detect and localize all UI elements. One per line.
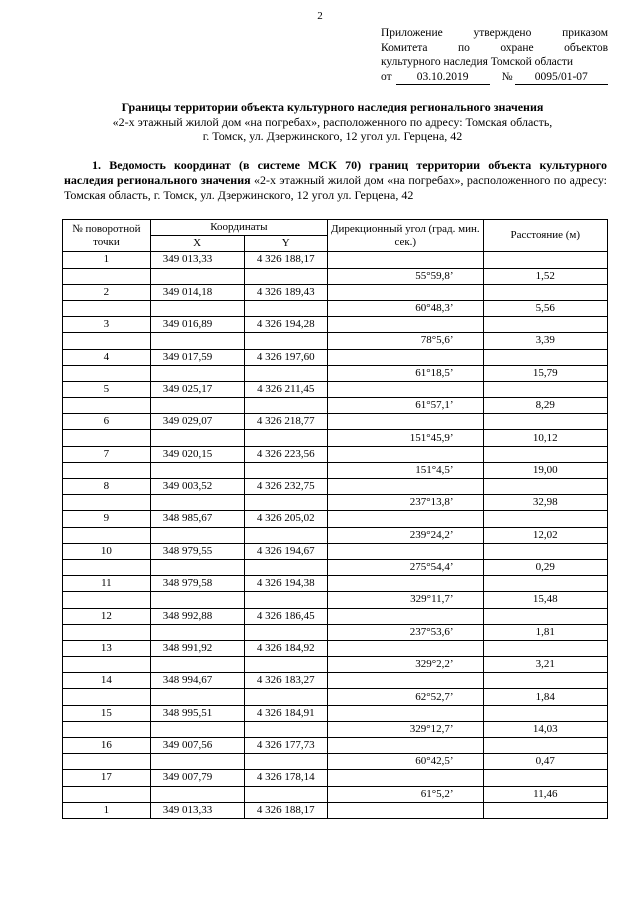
empty-cell <box>244 430 327 446</box>
segment-angle: 329°12,7’ <box>327 721 483 737</box>
point-row <box>63 479 608 495</box>
empty-cell <box>483 381 607 397</box>
point-number: 17 <box>63 770 151 786</box>
point-y: 4 326 223,56 <box>244 446 327 462</box>
segment-angle: 55°59,8’ <box>327 268 483 284</box>
empty-cell <box>150 527 244 543</box>
segment-distance: 8,29 <box>483 398 607 414</box>
point-row <box>63 802 608 818</box>
point-x: 348 992,88 <box>150 608 244 624</box>
point-row <box>63 543 608 559</box>
empty-cell <box>150 398 244 414</box>
empty-cell <box>483 479 607 495</box>
empty-cell <box>63 333 151 349</box>
segment-row <box>63 430 608 446</box>
section-number: 1. <box>92 158 101 172</box>
empty-cell <box>483 511 607 527</box>
empty-cell <box>327 802 483 818</box>
point-x: 349 007,56 <box>150 738 244 754</box>
empty-cell <box>150 268 244 284</box>
empty-cell <box>244 365 327 381</box>
segment-row <box>63 268 608 284</box>
header-angle: Дирекционный угол (град. мин. сек.) <box>327 220 483 252</box>
empty-cell <box>327 738 483 754</box>
segment-distance: 15,79 <box>483 365 607 381</box>
segment-angle: 237°13,8’ <box>327 495 483 511</box>
empty-cell <box>327 640 483 656</box>
from-label: от <box>381 70 392 83</box>
empty-cell <box>483 414 607 430</box>
segment-row <box>63 721 608 737</box>
header-point: № поворотной точки <box>63 220 151 252</box>
approval-line-3: культурного наследия Томской области <box>381 56 574 68</box>
point-x: 348 995,51 <box>150 705 244 721</box>
empty-cell <box>63 657 151 673</box>
segment-angle: 329°2,2’ <box>327 657 483 673</box>
segment-angle: 329°11,7’ <box>327 592 483 608</box>
point-y: 4 326 186,45 <box>244 608 327 624</box>
point-row <box>63 770 608 786</box>
point-x: 348 994,67 <box>150 673 244 689</box>
segment-distance: 10,12 <box>483 430 607 446</box>
point-x: 348 985,67 <box>150 511 244 527</box>
document-title <box>60 100 605 144</box>
empty-cell <box>244 657 327 673</box>
segment-distance: 1,52 <box>483 268 607 284</box>
number-label: № <box>501 70 513 83</box>
empty-cell <box>327 317 483 333</box>
segment-row <box>63 365 608 381</box>
empty-cell <box>327 414 483 430</box>
point-x: 349 003,52 <box>150 479 244 495</box>
segment-row <box>63 657 608 673</box>
empty-cell <box>244 592 327 608</box>
point-y: 4 326 232,75 <box>244 479 327 495</box>
point-number: 5 <box>63 381 151 397</box>
empty-cell <box>244 786 327 802</box>
empty-cell <box>150 689 244 705</box>
point-row <box>63 738 608 754</box>
empty-cell <box>327 252 483 268</box>
point-y: 4 326 205,02 <box>244 511 327 527</box>
section-plain-text: «2-х этажный жилой дом «на погребах», расположенного по адресу: Томская область, г. Томск, ул. Дзержинского, 12 угол ул. Герцена, 42 <box>64 173 608 202</box>
point-x: 348 979,55 <box>150 543 244 559</box>
point-number: 16 <box>63 738 151 754</box>
empty-cell <box>244 527 327 543</box>
section-bold-text: Ведомость координат (в системе МСК 70) границ территории объекта культурного наследия регионального значения <box>64 158 607 187</box>
empty-cell <box>327 349 483 365</box>
segment-row <box>63 624 608 640</box>
segment-row <box>63 333 608 349</box>
empty-cell <box>483 802 607 818</box>
empty-cell <box>150 559 244 575</box>
empty-cell <box>244 333 327 349</box>
segment-angle: 151°4,5’ <box>327 462 483 478</box>
empty-cell <box>150 300 244 316</box>
empty-cell <box>150 333 244 349</box>
empty-cell <box>483 284 607 300</box>
empty-cell <box>150 657 244 673</box>
empty-cell <box>244 559 327 575</box>
empty-cell <box>63 592 151 608</box>
approval-date-line <box>381 70 608 85</box>
point-x: 349 013,33 <box>150 802 244 818</box>
empty-cell <box>327 543 483 559</box>
title-line-1: Границы территории объекта культурного наследия регионального значения <box>121 100 544 114</box>
point-y: 4 326 218,77 <box>244 414 327 430</box>
point-number: 4 <box>63 349 151 365</box>
point-number: 8 <box>63 479 151 495</box>
point-number: 11 <box>63 576 151 592</box>
segment-distance: 3,21 <box>483 657 607 673</box>
empty-cell <box>150 624 244 640</box>
point-number: 12 <box>63 608 151 624</box>
point-y: 4 326 189,43 <box>244 284 327 300</box>
empty-cell <box>483 673 607 689</box>
point-number: 2 <box>63 284 151 300</box>
point-x: 349 014,18 <box>150 284 244 300</box>
empty-cell <box>244 689 327 705</box>
segment-distance: 19,00 <box>483 462 607 478</box>
empty-cell <box>483 349 607 365</box>
point-y: 4 326 197,60 <box>244 349 327 365</box>
empty-cell <box>244 624 327 640</box>
empty-cell <box>327 770 483 786</box>
point-row <box>63 284 608 300</box>
segment-angle: 60°42,5’ <box>327 754 483 770</box>
empty-cell <box>244 495 327 511</box>
point-x: 349 025,17 <box>150 381 244 397</box>
empty-cell <box>63 527 151 543</box>
segment-angle: 61°18,5’ <box>327 365 483 381</box>
header-distance: Расстояние (м) <box>483 220 607 252</box>
segment-row <box>63 786 608 802</box>
segment-row <box>63 559 608 575</box>
empty-cell <box>150 754 244 770</box>
empty-cell <box>63 559 151 575</box>
segment-angle: 62°52,7’ <box>327 689 483 705</box>
point-x: 348 991,92 <box>150 640 244 656</box>
empty-cell <box>327 705 483 721</box>
segment-angle: 61°57,1’ <box>327 398 483 414</box>
approval-line-2: Комитета по охране объектов <box>381 41 608 54</box>
point-row <box>63 349 608 365</box>
segment-angle: 151°45,9’ <box>327 430 483 446</box>
point-row <box>63 511 608 527</box>
empty-cell <box>63 754 151 770</box>
empty-cell <box>327 381 483 397</box>
empty-cell <box>150 495 244 511</box>
empty-cell <box>327 446 483 462</box>
point-number: 3 <box>63 317 151 333</box>
point-y: 4 326 184,92 <box>244 640 327 656</box>
segment-row <box>63 527 608 543</box>
point-row <box>63 576 608 592</box>
empty-cell <box>150 462 244 478</box>
empty-cell <box>483 543 607 559</box>
point-row <box>63 381 608 397</box>
empty-cell <box>327 673 483 689</box>
empty-cell <box>63 268 151 284</box>
empty-cell <box>327 608 483 624</box>
empty-cell <box>244 721 327 737</box>
empty-cell <box>150 592 244 608</box>
empty-cell <box>483 608 607 624</box>
empty-cell <box>63 365 151 381</box>
point-y: 4 326 183,27 <box>244 673 327 689</box>
point-y: 4 326 211,45 <box>244 381 327 397</box>
segment-row <box>63 689 608 705</box>
point-number: 6 <box>63 414 151 430</box>
segment-distance: 3,39 <box>483 333 607 349</box>
empty-cell <box>63 624 151 640</box>
point-number: 1 <box>63 802 151 818</box>
point-x: 349 007,79 <box>150 770 244 786</box>
empty-cell <box>63 300 151 316</box>
segment-distance: 0,29 <box>483 559 607 575</box>
empty-cell <box>244 300 327 316</box>
point-number: 1 <box>63 252 151 268</box>
segment-distance: 14,03 <box>483 721 607 737</box>
point-y: 4 326 178,14 <box>244 770 327 786</box>
point-row <box>63 317 608 333</box>
segment-row <box>63 300 608 316</box>
segment-distance: 11,46 <box>483 786 607 802</box>
point-y: 4 326 194,67 <box>244 543 327 559</box>
point-number: 14 <box>63 673 151 689</box>
segment-angle: 78°5,6’ <box>327 333 483 349</box>
title-line-2: «2-х этажный жилой дом «на погребах», расположенного по адресу: Томская область, <box>112 114 553 129</box>
empty-cell <box>483 252 607 268</box>
empty-cell <box>63 786 151 802</box>
empty-cell <box>150 786 244 802</box>
point-y: 4 326 188,17 <box>244 802 327 818</box>
point-number: 9 <box>63 511 151 527</box>
point-x: 348 979,58 <box>150 576 244 592</box>
coordinates-table <box>62 219 608 819</box>
header-x: X <box>150 236 244 252</box>
empty-cell <box>63 495 151 511</box>
empty-cell <box>63 689 151 705</box>
empty-cell <box>150 365 244 381</box>
segment-distance: 15,48 <box>483 592 607 608</box>
empty-cell <box>483 576 607 592</box>
point-x: 349 020,15 <box>150 446 244 462</box>
approval-number: 0095/01-07 <box>515 71 608 85</box>
approval-date: 03.10.2019 <box>396 71 490 85</box>
approval-line-1: Приложение утверждено приказом <box>381 27 608 39</box>
empty-cell <box>483 446 607 462</box>
segment-row <box>63 462 608 478</box>
empty-cell <box>327 576 483 592</box>
empty-cell <box>327 284 483 300</box>
segment-distance: 32,98 <box>483 495 607 511</box>
segment-row <box>63 592 608 608</box>
point-row <box>63 446 608 462</box>
point-row <box>63 608 608 624</box>
point-number: 13 <box>63 640 151 656</box>
point-row <box>63 414 608 430</box>
point-number: 10 <box>63 543 151 559</box>
coordinates-table-body <box>63 252 608 819</box>
empty-cell <box>63 721 151 737</box>
empty-cell <box>244 398 327 414</box>
point-row <box>63 673 608 689</box>
segment-angle: 275°54,4’ <box>327 559 483 575</box>
page-number: 2 <box>317 10 323 22</box>
empty-cell <box>483 640 607 656</box>
empty-cell <box>483 317 607 333</box>
segment-angle: 61°5,2’ <box>327 786 483 802</box>
point-x: 349 013,33 <box>150 252 244 268</box>
empty-cell <box>244 754 327 770</box>
segment-angle: 237°53,6’ <box>327 624 483 640</box>
segment-row <box>63 495 608 511</box>
empty-cell <box>327 479 483 495</box>
segment-distance: 1,81 <box>483 624 607 640</box>
approval-block <box>381 26 608 85</box>
segment-distance: 1,84 <box>483 689 607 705</box>
point-y: 4 326 184,91 <box>244 705 327 721</box>
point-row <box>63 252 608 268</box>
empty-cell <box>150 721 244 737</box>
point-y: 4 326 177,73 <box>244 738 327 754</box>
segment-distance: 12,02 <box>483 527 607 543</box>
segment-row <box>63 398 608 414</box>
point-x: 349 016,89 <box>150 317 244 333</box>
section-heading <box>64 158 607 203</box>
empty-cell <box>150 430 244 446</box>
segment-row <box>63 754 608 770</box>
segment-angle: 239°24,2’ <box>327 527 483 543</box>
title-line-3: г. Томск, ул. Дзержинского, 12 угол ул. Герцена, 42 <box>202 129 463 143</box>
empty-cell <box>483 705 607 721</box>
segment-distance: 0,47 <box>483 754 607 770</box>
empty-cell <box>244 268 327 284</box>
segment-angle: 60°48,3’ <box>327 300 483 316</box>
empty-cell <box>63 398 151 414</box>
point-y: 4 326 194,28 <box>244 317 327 333</box>
point-x: 349 017,59 <box>150 349 244 365</box>
segment-distance: 5,56 <box>483 300 607 316</box>
point-number: 7 <box>63 446 151 462</box>
header-coordinates: Координаты <box>150 220 327 236</box>
point-y: 4 326 188,17 <box>244 252 327 268</box>
point-row <box>63 640 608 656</box>
empty-cell <box>327 511 483 527</box>
empty-cell <box>63 430 151 446</box>
empty-cell <box>63 462 151 478</box>
empty-cell <box>244 462 327 478</box>
empty-cell <box>483 738 607 754</box>
point-x: 349 029,07 <box>150 414 244 430</box>
point-y: 4 326 194,38 <box>244 576 327 592</box>
empty-cell <box>483 770 607 786</box>
point-number: 15 <box>63 705 151 721</box>
point-row <box>63 705 608 721</box>
header-y: Y <box>244 236 327 252</box>
